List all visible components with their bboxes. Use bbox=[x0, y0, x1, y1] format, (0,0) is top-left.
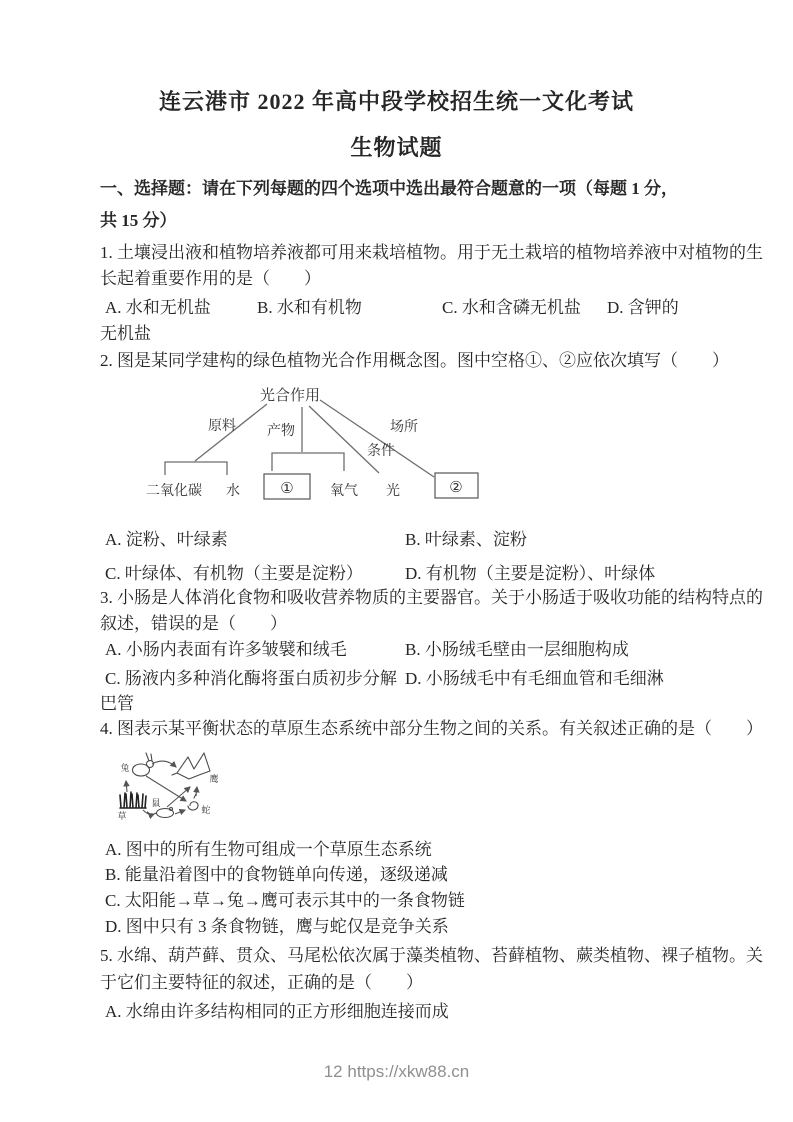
question-1-option-b: B. 水和有机物 bbox=[257, 298, 362, 317]
question-4-option-a: A. 图中的所有生物可组成一个草原生态系统 bbox=[105, 840, 432, 859]
question-2-option-b: B. 叶绿素、淀粉 bbox=[405, 530, 527, 549]
question-1-option-d-wrap: 无机盐 bbox=[100, 324, 151, 343]
foodweb-label-grass: 草 bbox=[117, 811, 127, 821]
edge-label-condition: 条件 bbox=[367, 444, 395, 459]
leaf-light: 光 bbox=[386, 484, 400, 499]
question-5-stem-line1: 5. 水绵、葫芦藓、贯众、马尾松依次属于藻类植物、苔藓植物、蕨类植物、裸子植物。关 bbox=[100, 946, 763, 965]
question-2-option-a: A. 淀粉、叶绿素 bbox=[105, 530, 228, 549]
foodweb-label-snake: 蛇 bbox=[201, 805, 211, 815]
question-1-stem-line1: 1. 土壤浸出液和植物培养液都可用来栽培植物。用于无土栽培的植物培养液中对植物的生 bbox=[100, 243, 763, 262]
question-3-option-d-wrap: 巴管 bbox=[100, 694, 134, 713]
exam-title: 连云港市 2022 年高中段学校招生统一文化考试 bbox=[158, 89, 634, 114]
rabbit-sketch bbox=[133, 753, 154, 776]
section-heading-line1: 一、选择题：请在下列每题的四个选项中选出最符合题意的一项（每题 1 分， bbox=[100, 179, 678, 198]
foodweb-label-rabbit: 兔 bbox=[120, 763, 130, 773]
snake-sketch bbox=[188, 794, 198, 810]
question-1-option-c: C. 水和含磷无机盐 bbox=[442, 298, 581, 317]
question-4-stem: 4. 图表示某平衡状态的草原生态系统中部分生物之间的关系。有关叙述正确的是（ ） bbox=[100, 719, 763, 738]
page-footer bbox=[0, 1062, 793, 1082]
question-1-stem-line2: 长起着重要作用的是（ ） bbox=[100, 269, 321, 288]
materials-bracket bbox=[165, 462, 227, 475]
question-5-option-a: A. 水绵由许多结构相同的正方形细胞连接而成 bbox=[105, 1002, 449, 1021]
mouse-sketch bbox=[148, 808, 174, 818]
grass-sketch bbox=[120, 792, 146, 808]
exam-subtitle: 生物试题 bbox=[350, 135, 443, 160]
photosynthesis-concept-map bbox=[112, 383, 557, 515]
question-3-options-row1 bbox=[100, 637, 700, 663]
question-2-stem: 2. 图是某同学建构的绿色植物光合作用概念图。图中空格①、②应依次填写（ ） bbox=[100, 351, 729, 370]
question-4-option-b: B. 能量沿着图中的食物链单向传递，逐级递减 bbox=[105, 865, 448, 884]
question-3-stem-line2: 叙述，错误的是（ ） bbox=[100, 614, 287, 633]
food-web-figure bbox=[113, 746, 245, 830]
question-1-option-d: D. 含钾的 bbox=[607, 298, 679, 317]
eagle-sketch bbox=[172, 753, 210, 779]
leaf-oxygen: 氧气 bbox=[330, 484, 358, 499]
section-heading-line2: 共 15 分） bbox=[100, 211, 177, 230]
question-2-option-c: C. 叶绿体、有机物（主要是淀粉） bbox=[105, 564, 363, 583]
question-1-options bbox=[100, 295, 700, 321]
question-3-stem-line1: 3. 小肠是人体消化食物和吸收营养物质的主要器官。关于小肠适于吸收功能的结构特点的 bbox=[100, 588, 763, 607]
blank-1-label: ① bbox=[280, 481, 294, 497]
question-4-option-d: D. 图中只有 3 条食物链，鹰与蛇仅是竞争关系 bbox=[105, 917, 449, 936]
page-number: 12 bbox=[323, 1062, 343, 1081]
blank-2-label: ② bbox=[449, 480, 463, 496]
leaf-water: 水 bbox=[226, 484, 240, 499]
question-2-options-row1 bbox=[100, 527, 700, 553]
question-5-stem-line2: 于它们主要特征的叙述，正确的是（ ） bbox=[100, 973, 423, 992]
watermark-url-link[interactable]: https://xkw88.cn bbox=[347, 1062, 470, 1081]
question-4-option-c: C. 太阳能→草→兔→鹰可表示其中的一条食物链 bbox=[105, 891, 465, 910]
question-3-option-b: B. 小肠绒毛壁由一层细胞构成 bbox=[405, 640, 629, 659]
edge-label-site: 场所 bbox=[390, 420, 418, 435]
question-3-option-c: C. 肠液内多种消化酶将蛋白质初步分解 bbox=[105, 669, 397, 688]
foodweb-label-eagle: 鹰 bbox=[209, 774, 219, 784]
node-photosynthesis: 光合作用 bbox=[259, 388, 321, 404]
foodweb-label-mouse: 鼠 bbox=[151, 798, 161, 808]
edge-label-materials: 原料 bbox=[208, 419, 236, 434]
question-1-option-a: A. 水和无机盐 bbox=[105, 298, 211, 317]
question-2-option-d: D. 有机物（主要是淀粉）、叶绿体 bbox=[405, 564, 656, 583]
question-2-options-row2 bbox=[100, 561, 700, 587]
edge-label-products: 产物 bbox=[267, 424, 295, 439]
question-3-options-row2 bbox=[100, 666, 700, 692]
question-3-option-d: D. 小肠绒毛中有毛细血管和毛细淋 bbox=[405, 669, 664, 688]
edge-site-line bbox=[320, 400, 434, 477]
question-3-option-a: A. 小肠内表面有许多皱襞和绒毛 bbox=[105, 640, 347, 659]
leaf-co2: 二氧化碳 bbox=[146, 484, 202, 499]
products-bracket bbox=[272, 453, 344, 471]
